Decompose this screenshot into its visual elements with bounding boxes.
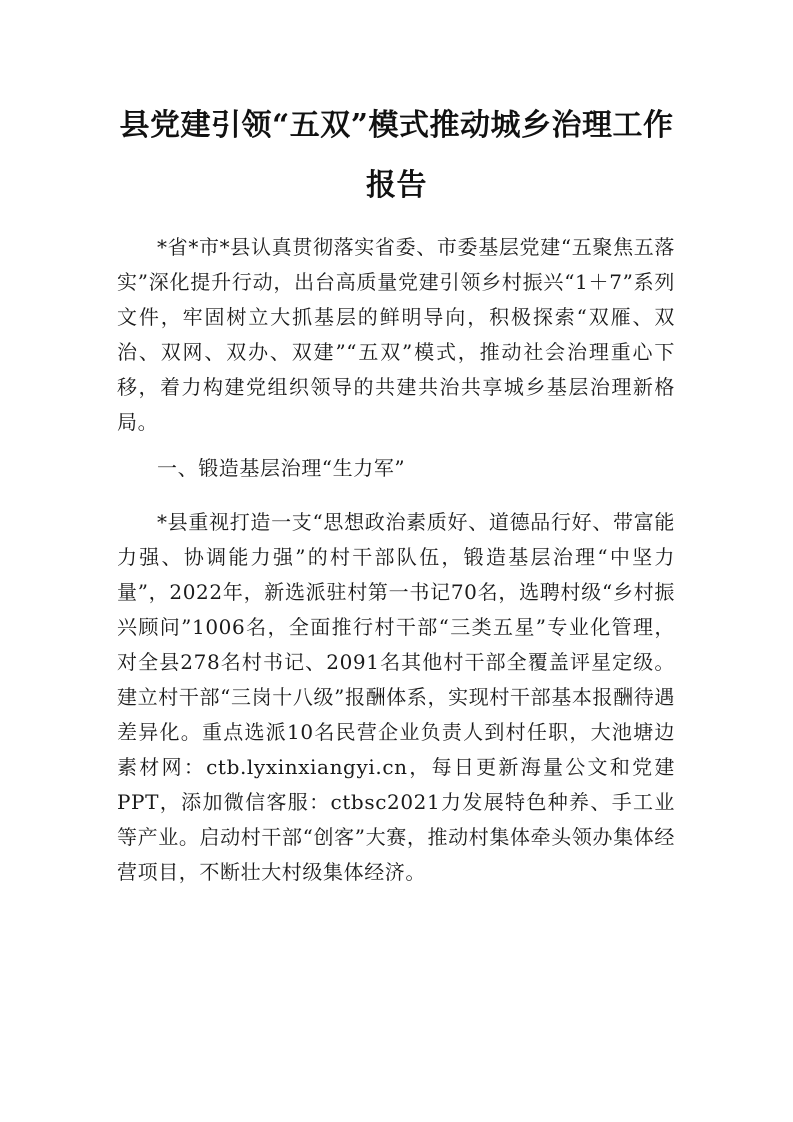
section-paragraph: *县重视打造一支“思想政治素质好、道德品行好、带富能力强、协调能力强”的村干部队伍，锻造基层治理“中坚力量”，2022年，新选派驻村第一书记70名，选聘村级“乡村振兴顾问”1006名，全面推行村干部“三类五星”专业化管理，对全县278名村书记、2091名其他村干部全覆盖评星定级。建立村干部“三岗十八级”报酬体系，实现村干部基本报酬待遇差异化。重点选派10名民营企业负责人到村任职，大池塘边素材网：ctb.lyxinxiangyi.cn，每日更新海量公文和党建PPT，添加微信客服：ctbsc2021力发展特色种养、手工业等产业。启动村干部“创客”大赛，推动村集体牵头领办集体经营项目，不断壮大村级集体经济。 (117, 510, 675, 884)
section-heading-block (117, 451, 675, 486)
document-title: 县党建引领“五双”模式推动城乡治理工作报告 (119, 108, 674, 203)
section-heading: 一、锻造基层治理“生力军” (157, 456, 406, 480)
intro-paragraph: *省*市*县认真贯彻落实省委、市委基层党建“五聚焦五落实”深化提升行动，出台高质量党建引领乡村振兴“1＋7”系列文件，牢固树立大抓基层的鲜明导向，积极探索“双雁、双治、双网、双办、双建”“五双”模式，推动社会治理重心下移，着力构建党组织领导的共建共治共享城乡基层治理新格局。 (117, 235, 675, 434)
section-paragraph-block (117, 505, 675, 890)
intro-paragraph-block (117, 230, 675, 440)
